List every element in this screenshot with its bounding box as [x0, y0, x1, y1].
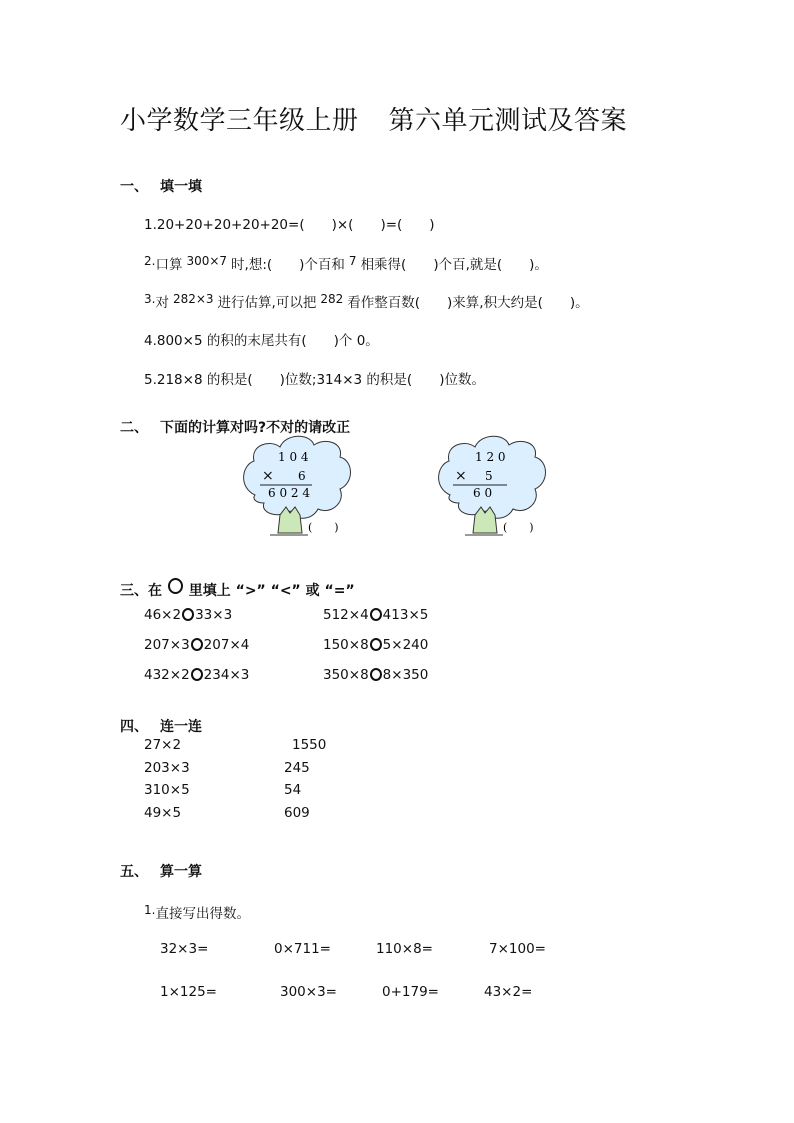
circle-icon — [168, 578, 183, 594]
section3-label-a: 在 — [148, 583, 162, 599]
question-1-3 — [144, 291, 589, 311]
match-left-item[interactable]: 27×2 — [144, 737, 182, 753]
tree1-answer-blank: ( ) — [308, 521, 339, 534]
compare-row-3-left — [144, 667, 249, 683]
q4-text-a: 的积的末尾共有( )个 — [206, 333, 353, 349]
tree2-answer-blank: ( ) — [503, 521, 534, 534]
section1-heading — [120, 176, 202, 196]
compare-expr-left: 150×8 — [323, 637, 369, 653]
q2-text-b: 时,想:( )个百和 — [231, 257, 345, 273]
sub1-index: 1. — [144, 903, 156, 917]
q2-index: 2. — [144, 254, 156, 268]
q3-num: 282 — [320, 292, 344, 306]
section2-number: 二、 — [120, 420, 148, 436]
match-left-item[interactable]: 49×5 — [144, 805, 182, 821]
section5-heading — [120, 861, 202, 881]
section5-number: 五、 — [120, 864, 148, 880]
calc-item: 0+179= — [382, 984, 439, 1000]
tree2-multiplier: 5 — [485, 469, 493, 483]
calc-item: 1×125= — [160, 984, 217, 1000]
section1-label: 填一填 — [160, 179, 202, 195]
tree1-result: 6 0 2 4 — [268, 486, 310, 500]
compare-row-3-right — [323, 667, 428, 683]
title-part1: 小学数学三年级上册 — [120, 106, 359, 136]
section2-heading — [120, 417, 350, 437]
question-1-4 — [144, 329, 379, 349]
section4-number: 四、 — [120, 719, 148, 735]
q3-index: 3. — [144, 292, 156, 306]
compare-row-1-right — [323, 607, 428, 623]
compare-expr-right: 413×5 — [382, 607, 429, 623]
sub1-text: 直接写出得数。 — [155, 906, 250, 922]
compare-expr-left: 350×8 — [323, 667, 369, 683]
match-right-item[interactable]: 1550 — [292, 737, 327, 753]
q3-text-b: 进行估算,可以把 — [217, 295, 317, 311]
section2-label: 下面的计算对吗?不对的请改正 — [160, 420, 351, 436]
q2-num: 7 — [348, 254, 357, 268]
section5-label: 算一算 — [160, 864, 202, 880]
compare-expr-right: 8×350 — [382, 667, 429, 683]
page-title — [120, 100, 627, 137]
tree-figure-1 — [240, 435, 370, 540]
title-part2: 第六单元测试及答案 — [388, 106, 628, 136]
tree1-multiplier: 6 — [298, 469, 306, 483]
q2-expr: 300×7 — [186, 254, 228, 268]
section3-number: 三、 — [120, 583, 148, 599]
compare-circle[interactable] — [370, 668, 382, 681]
section1-number: 一、 — [120, 179, 148, 195]
match-right-item[interactable]: 54 — [284, 782, 302, 798]
question-1-5 — [144, 368, 485, 388]
calc-item: 300×3= — [280, 984, 337, 1000]
q4-expr: 4.800×5 — [144, 333, 203, 349]
calc-item: 7×100= — [489, 941, 546, 957]
tree-figure-2 — [435, 435, 565, 540]
tree2-result: 6 0 — [473, 486, 493, 500]
question-1-2 — [144, 253, 548, 273]
q3-text-a: 对 — [155, 295, 169, 311]
calc-item: 32×3= — [160, 941, 209, 957]
compare-expr-left: 46×2 — [144, 607, 182, 623]
section3-label-b: 里填上 “>” “<” 或 “=” — [188, 583, 355, 599]
q5-text-b: 的积是( )位数。 — [366, 372, 485, 388]
section3-heading — [120, 578, 355, 600]
compare-circle[interactable] — [370, 638, 382, 651]
q3-expr: 282×3 — [172, 292, 214, 306]
compare-circle[interactable] — [182, 608, 194, 621]
tree2-times-sign: × — [455, 468, 467, 484]
compare-expr-right: 33×3 — [195, 607, 233, 623]
tree2-top-number: 1 2 0 — [475, 450, 506, 464]
compare-expr-right: 5×240 — [382, 637, 429, 653]
match-right-item[interactable]: 609 — [284, 805, 310, 821]
q5-expr-b: 314×3 — [316, 372, 363, 388]
question-1-1: 1.20+20+20+20+20=( )×( )=( ) — [144, 217, 435, 233]
compare-expr-left: 207×3 — [144, 637, 190, 653]
q2-text-c: 相乘得( )个百,就是( )。 — [360, 257, 548, 273]
compare-expr-right: 207×4 — [203, 637, 250, 653]
compare-circle[interactable] — [370, 608, 382, 621]
calc-item: 0×711= — [274, 941, 331, 957]
q4-text-b: 。 — [365, 333, 379, 349]
calc-item: 110×8= — [376, 941, 433, 957]
compare-circle[interactable] — [191, 638, 203, 651]
match-left-item[interactable]: 203×3 — [144, 760, 190, 776]
q5-text-a: 的积是( )位数; — [206, 372, 317, 388]
compare-row-1-left — [144, 607, 232, 623]
compare-expr-right: 234×3 — [203, 667, 250, 683]
sub-question-1 — [144, 902, 250, 922]
q3-text-c: 看作整百数( )来算,积大约是( )。 — [347, 295, 589, 311]
compare-row-2-right — [323, 637, 428, 653]
tree1-times-sign: × — [262, 468, 274, 484]
compare-circle[interactable] — [191, 668, 203, 681]
match-right-item[interactable]: 245 — [284, 760, 310, 776]
section4-label: 连一连 — [160, 719, 202, 735]
q2-text-a: 口算 — [155, 257, 183, 273]
calc-item: 43×2= — [484, 984, 533, 1000]
q4-num: 0 — [356, 333, 366, 349]
section4-heading — [120, 716, 202, 736]
tree1-top-number: 1 0 4 — [278, 450, 309, 464]
compare-expr-left: 432×2 — [144, 667, 190, 683]
compare-expr-left: 512×4 — [323, 607, 369, 623]
q5-expr-a: 5.218×8 — [144, 372, 203, 388]
match-left-item[interactable]: 310×5 — [144, 782, 190, 798]
compare-row-2-left — [144, 637, 249, 653]
